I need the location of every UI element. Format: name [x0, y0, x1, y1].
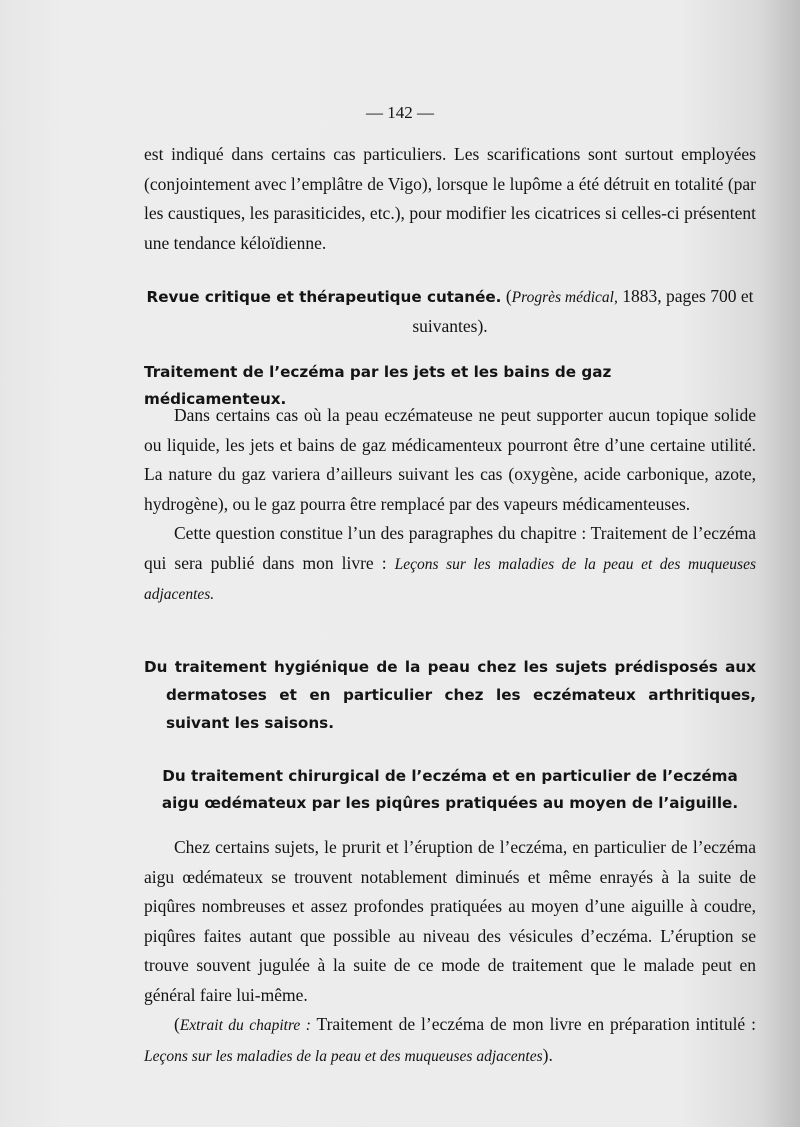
section-gaz-book-title: Leçons sur les maladies de la peau et des muqueuses adjacentes.: [144, 555, 756, 603]
revue-citation: [144, 282, 756, 341]
section-gaz-heading: Traitement de l’eczéma par les jets et les bains de gaz médicamenteux.: [144, 363, 612, 408]
intro-paragraph-block: [144, 140, 756, 258]
section-chirurgical-paragraph-1: Chez certains sujets, le prurit et l’éruption de l’eczéma, en particulier de l’eczéma aigu œdémateux se trouvent notablement diminués et même enrayés à la suite de piqûres nombreuses et assez profondes pratiquées au moyen d’une aiguille à coudre, piqûres faites autant que possible au niveau des vésicules d’eczéma. L’éruption se trouve souvent jugulée à la suite de ce mode de traitement que le malade peut en général faire lui-même.: [144, 837, 756, 1005]
section-gaz-paragraph-2: [144, 519, 756, 610]
extract-close: ).: [542, 1044, 553, 1065]
section-gaz-body: [144, 401, 756, 610]
extract-book-title: Leçons sur les maladies de la peau et des muqueuses adjacentes: [144, 1047, 543, 1065]
section-gaz-paragraph-2-text: Cette question constitue l’un des paragraphes du chapitre : Traitement de l’eczéma qui sera publié dans mon livre :: [144, 523, 756, 573]
revue-citation-rest: 1883, pages 700 et suivantes).: [412, 286, 754, 336]
section-chirurgical-extract: [144, 1010, 756, 1071]
extract-text: Traitement de l’eczéma de mon livre en préparation intitulé :: [310, 1014, 756, 1034]
extract-label: Extrait du chapitre :: [179, 1017, 311, 1034]
section-chirurgical-body: [144, 833, 756, 1071]
section-chirurgical: [144, 763, 756, 817]
section-gaz-paragraph-1: Dans certains cas où la peau eczémateuse ne peut supporter aucun topique solide ou liquide, les jets et bains de gaz médicamenteux pourront être d’une certaine utilité. La nature du gaz variera d’ailleurs suivant les cas (oxygène, acide carbonique, azote, hydrogène), ou le gaz pourra être remplacé par des vapeurs médicamenteuses.: [144, 405, 756, 514]
page-number: — 142 —: [366, 103, 434, 122]
revue-journal: Progrès médical,: [511, 289, 618, 306]
section-hygiene: [144, 653, 756, 737]
extract-open: (: [174, 1014, 180, 1034]
revue-title: Revue critique et thérapeutique cutanée.: [146, 288, 502, 306]
revue-citation-open: (: [501, 286, 512, 306]
section-chirurgical-heading: Du traitement chirurgical de l’eczéma et en particulier de l’eczéma aigu œdémateux par les piqûres pratiquées au moyen de l’aiguille.: [161, 767, 739, 812]
section-hygiene-heading: Du traitement hygiénique de la peau chez les sujets prédisposés aux dermatoses et en particulier chez les eczémateux arthritiques, suivant les saisons.: [144, 658, 756, 732]
intro-paragraph: est indiqué dans certains cas particuliers. Les scarifications sont surtout employées (conjointement avec l’emplâtre de Vigo), lorsque le lupôme a été détruit en totalité (par les caustiques, les parasiticides, etc.), pour modifier les cicatrices si celles-ci présentent une tendance kéloïdienne.: [144, 144, 756, 253]
